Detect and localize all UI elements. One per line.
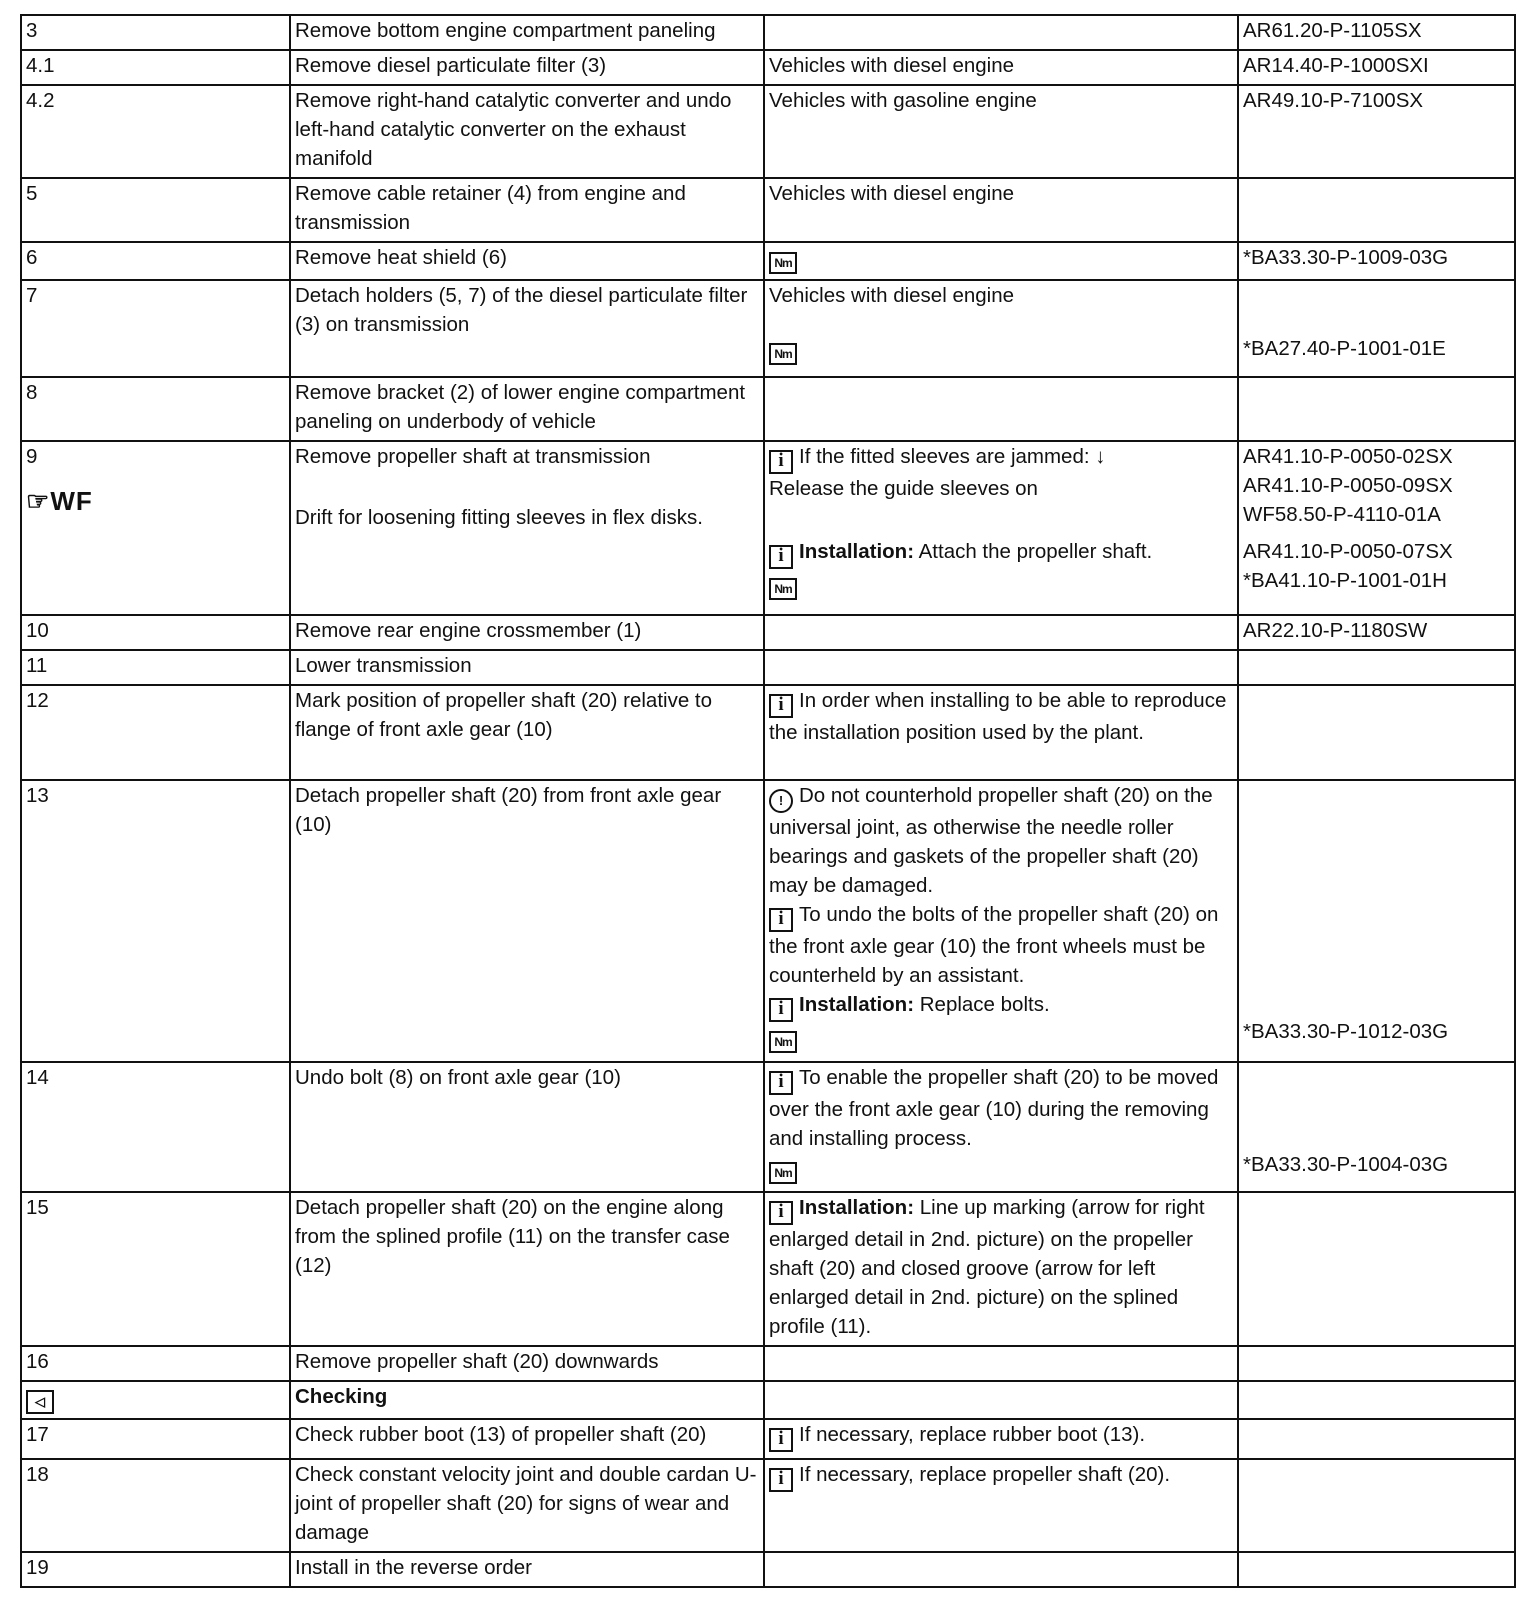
step-action: Remove cable retainer (4) from engine and transmission [290, 178, 764, 242]
doc-reference[interactable] [1238, 1381, 1515, 1419]
step-action: Detach propeller shaft (20) on the engine along from the splined profile (11) on the transfer case (12) [290, 1192, 764, 1346]
step-note [764, 1192, 1238, 1346]
reference-link[interactable]: *BA27.40-P-1001-01E [1243, 337, 1446, 360]
step-note [764, 280, 1238, 377]
reference-link[interactable]: *BA33.30-P-1004-03G [1243, 1153, 1449, 1176]
note-text: Release the guide sleeves on [769, 477, 1038, 500]
step-action: Undo bolt (8) on front axle gear (10) [290, 1062, 764, 1192]
info-icon: i [769, 1071, 793, 1095]
table-row [21, 685, 1515, 780]
torque-icon[interactable]: Nm [769, 252, 797, 274]
note-text: If necessary, replace rubber boot (13). [799, 1423, 1146, 1446]
torque-icon[interactable]: Nm [769, 1031, 797, 1053]
note-text: To enable the propeller shaft (20) to be moved over the front axle gear (10) during the removing and installing process. [769, 1066, 1219, 1150]
torque-icon[interactable]: Nm [769, 578, 797, 600]
installation-label: Installation: [799, 993, 915, 1016]
doc-reference[interactable] [1238, 178, 1515, 242]
info-icon: i [769, 545, 793, 569]
step-action: Remove heat shield (6) [290, 242, 764, 280]
doc-reference [1238, 1062, 1515, 1192]
table-row [21, 178, 1515, 242]
step-number: 11 [21, 650, 290, 685]
step-number: 10 [21, 615, 290, 650]
reference-link[interactable]: AR41.10-P-0050-02SX [1243, 445, 1453, 468]
step-note: Vehicles with diesel engine [764, 178, 1238, 242]
step-note [764, 377, 1238, 441]
table-row [21, 377, 1515, 441]
step-number: 6 [21, 242, 290, 280]
doc-reference[interactable] [1238, 1192, 1515, 1346]
step-number: 14 [21, 1062, 290, 1192]
info-icon: i [769, 1468, 793, 1492]
pointing-hand-icon: ☞ [26, 486, 51, 516]
step-action: Remove right-hand catalytic converter and undo left-hand catalytic converter on the exhaust manifold [290, 85, 764, 178]
step-number [21, 1381, 290, 1419]
table-row [21, 615, 1515, 650]
step-number: 4.2 [21, 85, 290, 178]
step-number: 3 [21, 15, 290, 50]
note-text: If necessary, replace propeller shaft (20). [799, 1463, 1171, 1486]
table-row [21, 85, 1515, 178]
step-action: Install in the reverse order [290, 1552, 764, 1587]
reference-link[interactable]: WF58.50-P-4110-01A [1243, 503, 1441, 526]
note-text: If the fitted sleeves are jammed: [799, 445, 1090, 468]
info-icon: i [769, 1201, 793, 1225]
section-heading: Checking [290, 1381, 764, 1419]
installation-text: Replace bolts. [919, 993, 1050, 1016]
step-note [764, 650, 1238, 685]
step-note [764, 242, 1238, 280]
step-note [764, 1419, 1238, 1459]
action-text: Remove propeller shaft at transmission [295, 445, 651, 468]
table-row [21, 242, 1515, 280]
doc-reference [1238, 280, 1515, 377]
doc-reference[interactable] [1238, 650, 1515, 685]
step-action: Check constant velocity joint and double cardan U-joint of propeller shaft (20) for signs of wear and damage [290, 1459, 764, 1552]
wf-label: WF [50, 486, 93, 516]
step-number [21, 441, 290, 615]
table-row [21, 780, 1515, 1062]
warning-icon: ! [769, 789, 793, 813]
table-row [21, 1419, 1515, 1459]
reference-link[interactable]: *BA41.10-P-1001-01H [1243, 569, 1447, 592]
table-row [21, 1192, 1515, 1346]
doc-reference[interactable] [1238, 685, 1515, 780]
table-row [21, 1552, 1515, 1587]
step-note [764, 1062, 1238, 1192]
step-note: Vehicles with gasoline engine [764, 85, 1238, 178]
step-action: Mark position of propeller shaft (20) relative to flange of front axle gear (10) [290, 685, 764, 780]
step-number: 16 [21, 1346, 290, 1381]
installation-label: Installation: [799, 540, 915, 563]
step-number: 8 [21, 377, 290, 441]
step-number: 7 [21, 280, 290, 377]
step-number: 5 [21, 178, 290, 242]
step-action: Check rubber boot (13) of propeller shaft (20) [290, 1419, 764, 1459]
doc-reference[interactable] [1238, 1552, 1515, 1587]
reference-link[interactable]: AR41.10-P-0050-07SX [1243, 540, 1453, 563]
table-row [21, 650, 1515, 685]
doc-reference[interactable]: *BA33.30-P-1009-03G [1238, 242, 1515, 280]
doc-reference[interactable] [1238, 1419, 1515, 1459]
step-action: Detach holders (5, 7) of the diesel particulate filter (3) on transmission [290, 280, 764, 377]
tool-description: Drift for loosening fitting sleeves in flex disks. [295, 506, 703, 529]
step-number: 19 [21, 1552, 290, 1587]
reference-link[interactable]: *BA33.30-P-1012-03G [1243, 1020, 1449, 1043]
step-number: 17 [21, 1419, 290, 1459]
warning-text: Do not counterhold propeller shaft (20) on the universal joint, as otherwise the needle roller bearings and gaskets of the propeller shaft (20) may be damaged. [769, 784, 1213, 897]
step-note [764, 441, 1238, 615]
step-note [764, 1346, 1238, 1381]
table-row [21, 1062, 1515, 1192]
note-text: In order when installing to be able to reproduce the installation position used by the plant. [769, 689, 1227, 744]
torque-icon[interactable]: Nm [769, 343, 797, 365]
doc-reference [1238, 441, 1515, 615]
table-row [21, 1346, 1515, 1381]
step-note [764, 615, 1238, 650]
step-action: Remove rear engine crossmember (1) [290, 615, 764, 650]
doc-reference[interactable] [1238, 1346, 1515, 1381]
step-number: 4.1 [21, 50, 290, 85]
checking-icon: ◁ [26, 1390, 54, 1414]
reference-link[interactable]: AR41.10-P-0050-09SX [1243, 474, 1453, 497]
table-row [21, 1459, 1515, 1552]
step-action [290, 441, 764, 615]
info-icon: i [769, 998, 793, 1022]
table-row [21, 441, 1515, 615]
doc-reference[interactable] [1238, 377, 1515, 441]
info-icon: i [769, 694, 793, 718]
table-row [21, 50, 1515, 85]
step-number: 12 [21, 685, 290, 780]
info-icon: i [769, 1428, 793, 1452]
step-note [764, 685, 1238, 780]
step-number-text: 9 [26, 445, 38, 468]
doc-reference[interactable]: AR49.10-P-7100SX [1238, 85, 1515, 178]
installation-text: Line up marking (arrow for right enlarged detail in 2nd. picture) on the propeller shaft (20) and closed groove (arrow for left enlarged detail in 2nd. picture) on the splined profile (11). [769, 1196, 1205, 1338]
installation-text: Attach the propeller shaft. [918, 540, 1153, 563]
step-number: 13 [21, 780, 290, 1062]
step-action: Remove bracket (2) of lower engine compartment paneling on underbody of vehicle [290, 377, 764, 441]
info-icon: i [769, 908, 793, 932]
step-action: Remove bottom engine compartment paneling [290, 15, 764, 50]
doc-reference[interactable] [1238, 1459, 1515, 1552]
doc-reference[interactable]: AR61.20-P-1105SX [1238, 15, 1515, 50]
step-note [764, 1459, 1238, 1552]
doc-reference [1238, 780, 1515, 1062]
step-action: Lower transmission [290, 650, 764, 685]
installation-label: Installation: [799, 1196, 915, 1219]
doc-reference[interactable]: AR22.10-P-1180SW [1238, 615, 1515, 650]
step-action: Detach propeller shaft (20) from front axle gear (10) [290, 780, 764, 1062]
doc-reference[interactable]: AR14.40-P-1000SXI [1238, 50, 1515, 85]
step-note: Vehicles with diesel engine [764, 50, 1238, 85]
note-text: To undo the bolts of the propeller shaft (20) on the front axle gear (10) the front wheels must be counterheld by an assistant. [769, 903, 1219, 987]
step-note [764, 780, 1238, 1062]
procedure-table [20, 14, 1516, 1588]
step-number: 15 [21, 1192, 290, 1346]
table-row [21, 280, 1515, 377]
step-action: Remove diesel particulate filter (3) [290, 50, 764, 85]
step-note [764, 1381, 1238, 1419]
step-number: 18 [21, 1459, 290, 1552]
arrow-down-icon[interactable]: ↓ [1095, 445, 1106, 468]
torque-icon[interactable]: Nm [769, 1162, 797, 1184]
step-note [764, 1552, 1238, 1587]
note-text: Vehicles with diesel engine [769, 284, 1015, 307]
step-action: Remove propeller shaft (20) downwards [290, 1346, 764, 1381]
info-icon: i [769, 450, 793, 474]
step-note [764, 15, 1238, 50]
table-row [21, 15, 1515, 50]
table-row [21, 1381, 1515, 1419]
workshop-equipment-marker [26, 487, 285, 516]
